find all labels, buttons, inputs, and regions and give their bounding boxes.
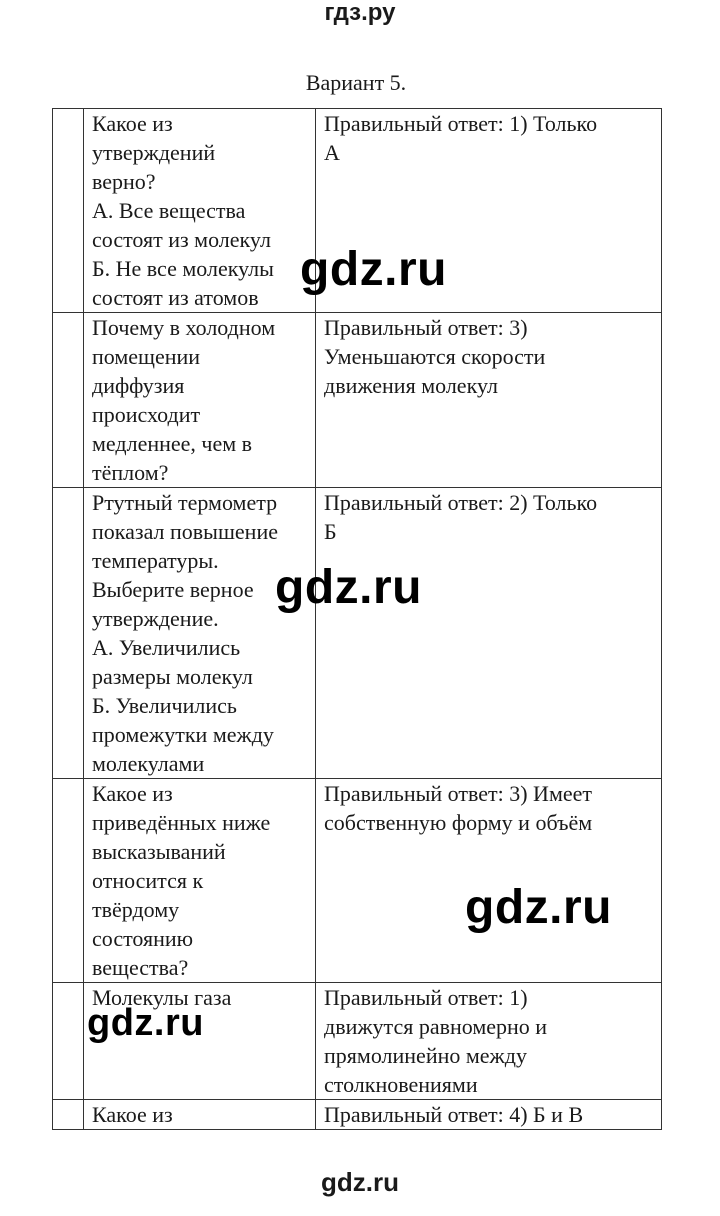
answer-cell: Правильный ответ: 3) Имеет собственную форму и объём xyxy=(316,779,662,983)
table-row xyxy=(53,488,662,779)
watermark: gdz.ru xyxy=(300,243,447,296)
row-number-cell xyxy=(53,109,84,313)
watermark: gdz.ru xyxy=(87,1002,204,1044)
question-cell: Ртутный термометр показал повышение температуры. Выберите верное утверждение. А. Увеличились размеры молекул Б. Увеличились промежутки между молекулами xyxy=(84,488,316,779)
row-number-cell xyxy=(53,779,84,983)
question-cell: Какое из утверждений верно? А. Все вещества состоят из молекул Б. Не все молекулы состоят из атомов xyxy=(84,109,316,313)
variant-title: Вариант 5. xyxy=(305,70,407,95)
watermark: gdz.ru xyxy=(465,881,612,934)
question-cell: Почему в холодном помещении диффузия происходит медленнее, чем в тёплом? xyxy=(84,313,316,488)
watermark: gdz.ru xyxy=(275,561,422,614)
row-number-cell xyxy=(53,313,84,488)
table-row xyxy=(53,1100,662,1130)
row-number-cell xyxy=(53,1100,84,1130)
question-cell: Какое из приведённых ниже высказываний относится к твёрдому состоянию вещества? xyxy=(84,779,316,983)
question-cell: Какое из xyxy=(84,1100,316,1130)
answer-cell: Правильный ответ: 2) Только Б xyxy=(316,488,662,779)
site-header: гдз.ру xyxy=(324,0,396,26)
answer-cell: Правильный ответ: 4) Б и В xyxy=(316,1100,662,1130)
site-footer: gdz.ru xyxy=(321,1167,399,1197)
row-number-cell xyxy=(53,488,84,779)
question-cell: Молекулы газа xyxy=(84,983,316,1100)
answer-cell: Правильный ответ: 3) Уменьшаются скорости движения молекул xyxy=(316,313,662,488)
answer-cell: Правильный ответ: 1) движутся равномерно и прямолинейно между столкновениями xyxy=(316,983,662,1100)
answer-cell: Правильный ответ: 1) Только А xyxy=(316,109,662,313)
row-number-cell xyxy=(53,983,84,1100)
table-row xyxy=(53,313,662,488)
